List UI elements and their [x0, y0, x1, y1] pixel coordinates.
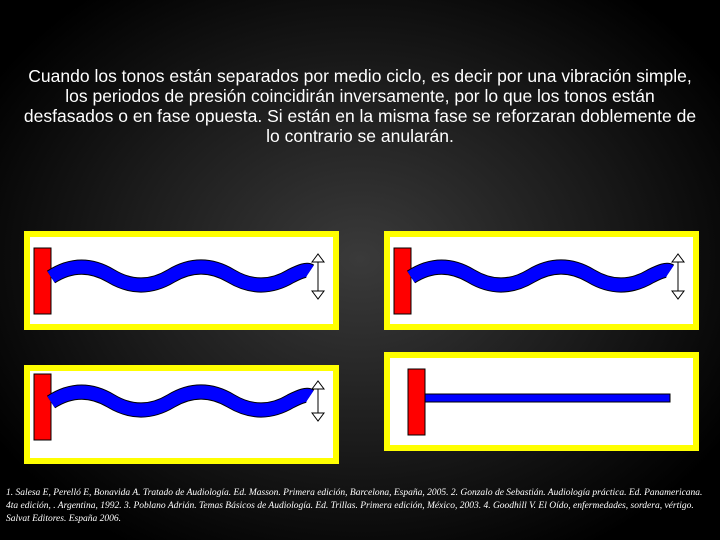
slide-body-text: Cuando los tonos están separados por medio ciclo, es decir por una vibración simple, los periodos de presión coincidirán inversamente, por lo que los tonos están desfasados o en fase opuesta. Si están en la misma fase se reforzaran doblemente de lo contrario se anularán.	[23, 66, 697, 146]
panel-top-right	[384, 231, 699, 330]
panel-bottom-right	[384, 352, 699, 451]
source-block	[34, 248, 51, 314]
double-arrow-icon	[672, 254, 684, 299]
source-block	[408, 369, 425, 435]
references-text: 1. Salesa E, Perelló E, Bonavida A. Tratado de Audiología. Ed. Masson. Primera edición, Barcelona, España, 2005. 2. Gonzalo de Sebastián. Audiología práctica. Ed. Panamericana. 4ta edición, . Argentina, 1992. 3. Poblano Adrián. Temas Básicos de Audiología. Ed. Trillas. Primera edición, México, 2003. 4. Goodhill V. El Oído, enfermedades, sordera, vértigo. Salvat Editores. España 2006.	[6, 488, 703, 524]
flat-line	[425, 394, 670, 402]
double-arrow-icon	[312, 381, 324, 421]
panel-bottom-left	[24, 365, 339, 464]
panel-top-left	[24, 231, 339, 330]
source-block	[394, 248, 411, 314]
source-block	[34, 374, 51, 440]
double-arrow-icon	[312, 254, 324, 299]
